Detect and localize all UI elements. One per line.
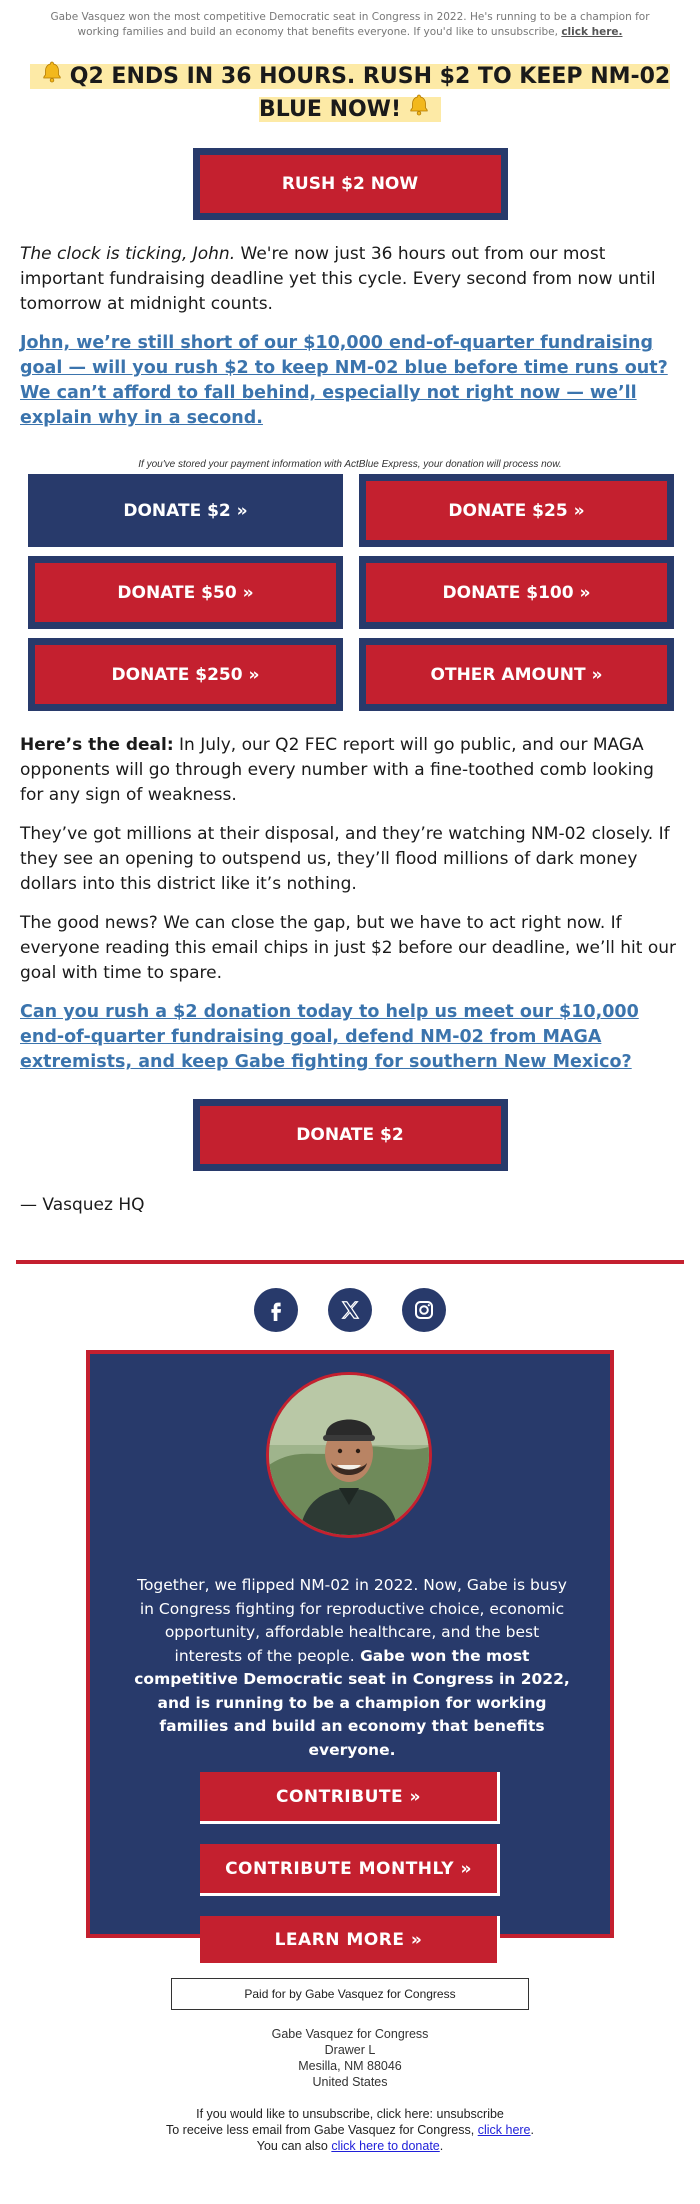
contribute-monthly-button[interactable]: CONTRIBUTE MONTHLY » bbox=[200, 1844, 500, 1896]
good-news-paragraph: The good news? We can close the gap, but we have to act right now. If everyone reading this email chips in just $2 before our deadline, we’ll hit our goal with time to spare. bbox=[20, 913, 676, 983]
instagram-icon[interactable] bbox=[402, 1288, 446, 1332]
actblue-express-note: If you've stored your payment information with ActBlue Express, your donation will process now. bbox=[138, 459, 562, 470]
headline-text: Q2 ENDS IN 36 HOURS. RUSH $2 TO KEEP NM-02 BLUE NOW! bbox=[69, 63, 671, 122]
address-line: Mesilla, NM 88046 bbox=[298, 2059, 402, 2073]
headline bbox=[20, 60, 680, 126]
intro-italic: The clock is ticking, John. bbox=[20, 244, 236, 264]
donate-25-button[interactable]: DONATE $25 » bbox=[359, 474, 674, 547]
preheader-unsubscribe-link[interactable]: click here. bbox=[561, 26, 623, 38]
social-links bbox=[0, 1288, 700, 1332]
intro-rest: We're now just 36 hours out from our most important fundraising deadline yet this cycle. Every second from now until tomorrow at midnight counts. bbox=[20, 244, 656, 314]
body-paragraphs bbox=[20, 733, 680, 986]
donate-button-grid bbox=[28, 474, 672, 711]
headline-highlight bbox=[30, 64, 671, 122]
deal-rest: In July, our Q2 FEC report will go public, and our MAGA opponents will go through every number with a fine-toothed comb looking for any sign of weakness. bbox=[20, 735, 654, 805]
deal-paragraph bbox=[20, 733, 680, 808]
address-line: United States bbox=[312, 2075, 388, 2089]
bio-bold: Gabe won the most competitive Democratic seat in Congress in 2022, and is running to be a champion for working families and build an economy that benefits everyone. bbox=[134, 1646, 570, 1759]
goal-link-1[interactable]: John, we’re still short of our $10,000 end-of-quarter fundraising goal — will you rush $2 to keep NM-02 blue before time runs out? We can’t afford to fall behind, especially not right now — we’ll explain why in a second. bbox=[20, 333, 668, 428]
mailing-address bbox=[0, 2026, 700, 2090]
millions-paragraph: They’ve got millions at their disposal, and they’re watching NM-02 closely. If they see an opening to outspend us, they’ll flood millions of dark money dollars into this district like it’s nothing. bbox=[20, 824, 670, 894]
bell-icon bbox=[407, 93, 431, 126]
goal-link-2[interactable]: Can you rush a $2 donation today to help us meet our $10,000 end-of-quarter fundraising goal, defend NM-02 from MAGA extremists, and keep Gabe fighting for southern New Mexico? bbox=[20, 1002, 639, 1072]
learn-more-button[interactable]: LEARN MORE » bbox=[200, 1916, 500, 1966]
donate-100-button[interactable]: DONATE $100 » bbox=[359, 556, 674, 629]
donate-period: . bbox=[439, 2139, 444, 2153]
bell-icon bbox=[40, 60, 64, 93]
candidate-bio-box bbox=[86, 1350, 614, 1950]
footer-divider bbox=[16, 1260, 684, 1264]
preheader-text: Gabe Vasquez won the most competitive Democratic seat in Congress in 2022. He's running to be a champion for working families and build an economy that benefits everyone. If you'd like to unsubscribe, bbox=[50, 11, 650, 38]
intro-paragraph bbox=[20, 242, 680, 317]
facebook-icon[interactable] bbox=[254, 1288, 298, 1332]
address-line: Gabe Vasquez for Congress bbox=[271, 2027, 429, 2041]
unsubscribe-line[interactable]: If you would like to unsubscribe, click here: unsubscribe bbox=[196, 2107, 504, 2121]
donate-other-amount-button[interactable]: OTHER AMOUNT » bbox=[359, 638, 674, 711]
donate-50-button[interactable]: DONATE $50 » bbox=[28, 556, 343, 629]
less-email-text: To receive less email from Gabe Vasquez for Congress, bbox=[166, 2123, 478, 2137]
donate-250-button[interactable]: DONATE $250 » bbox=[28, 638, 343, 711]
signoff: — Vasquez HQ bbox=[20, 1195, 145, 1215]
candidate-photo bbox=[266, 1372, 432, 1538]
x-twitter-icon[interactable] bbox=[328, 1288, 372, 1332]
deal-bold: Here’s the deal: bbox=[20, 735, 174, 755]
donate-text: You can also bbox=[256, 2139, 332, 2153]
paid-for-box: Paid for by Gabe Vasquez for Congress bbox=[171, 1978, 529, 2010]
unsubscribe-section bbox=[0, 2106, 700, 2154]
footer-donate-link[interactable]: click here to donate bbox=[331, 2139, 440, 2153]
less-email-link[interactable]: click here bbox=[477, 2123, 531, 2137]
less-email-period: . bbox=[530, 2123, 534, 2137]
bio-plain: Together, we flipped NM-02 in 2022. Now, Gabe is busy in Congress fighting for reproductive choice, economic opportunity, affordable healthcare, and the best interests of the people. bbox=[137, 1576, 567, 1665]
preheader bbox=[0, 0, 700, 40]
contribute-button[interactable]: CONTRIBUTE » bbox=[200, 1772, 500, 1824]
donate-2-bottom-button[interactable]: DONATE $2 bbox=[193, 1099, 508, 1171]
rush-2-now-button[interactable]: RUSH $2 NOW bbox=[193, 148, 508, 220]
address-line: Drawer L bbox=[324, 2043, 376, 2057]
candidate-bio bbox=[132, 1574, 572, 1762]
donate-2-button[interactable]: DONATE $2 » bbox=[28, 474, 343, 547]
